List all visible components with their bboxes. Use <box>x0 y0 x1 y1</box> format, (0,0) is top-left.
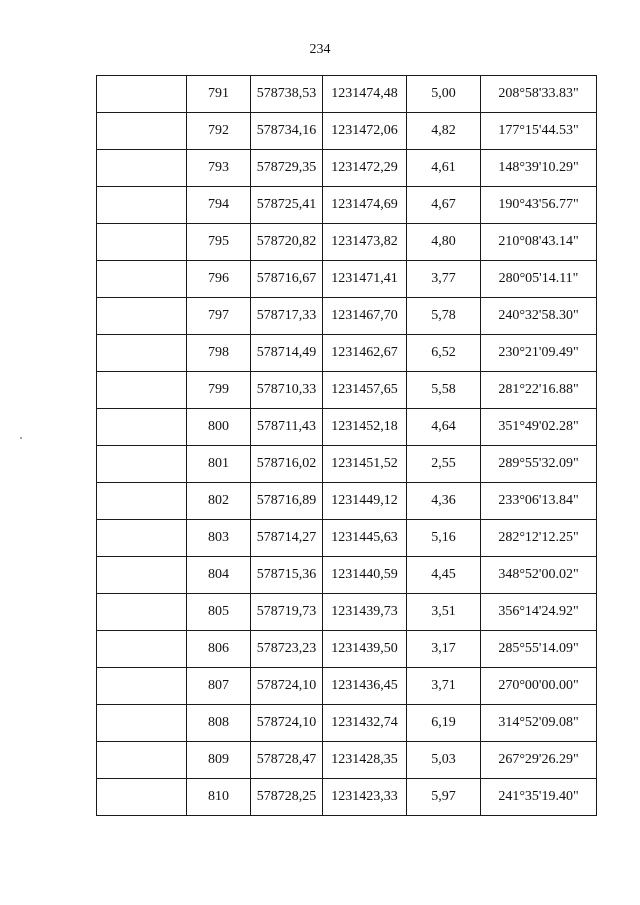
point-number-cell: 807 <box>187 668 251 705</box>
table-row <box>97 335 597 372</box>
blank-cell <box>97 557 187 594</box>
blank-cell <box>97 742 187 779</box>
y-coordinate-cell: 1231439,73 <box>323 594 407 631</box>
bearing-cell: 267°29'26.29" <box>481 742 597 779</box>
point-number-cell: 801 <box>187 446 251 483</box>
blank-cell <box>97 261 187 298</box>
y-coordinate-cell: 1231473,82 <box>323 224 407 261</box>
distance-cell: 3,17 <box>407 631 481 668</box>
x-coordinate-cell: 578716,02 <box>251 446 323 483</box>
distance-cell: 5,03 <box>407 742 481 779</box>
bearing-cell: 240°32'58.30" <box>481 298 597 335</box>
distance-cell: 4,80 <box>407 224 481 261</box>
y-coordinate-cell: 1231471,41 <box>323 261 407 298</box>
blank-cell <box>97 705 187 742</box>
distance-cell: 4,36 <box>407 483 481 520</box>
blank-cell <box>97 631 187 668</box>
y-coordinate-cell: 1231457,65 <box>323 372 407 409</box>
table-row <box>97 779 597 816</box>
x-coordinate-cell: 578720,82 <box>251 224 323 261</box>
point-number-cell: 795 <box>187 224 251 261</box>
x-coordinate-cell: 578725,41 <box>251 187 323 224</box>
point-number-cell: 793 <box>187 150 251 187</box>
distance-cell: 5,00 <box>407 76 481 113</box>
bearing-cell: 208°58'33.83" <box>481 76 597 113</box>
x-coordinate-cell: 578717,33 <box>251 298 323 335</box>
bearing-cell: 289°55'32.09" <box>481 446 597 483</box>
distance-cell: 3,51 <box>407 594 481 631</box>
coordinates-table <box>96 75 597 816</box>
x-coordinate-cell: 578714,49 <box>251 335 323 372</box>
bearing-cell: 233°06'13.84" <box>481 483 597 520</box>
distance-cell: 3,71 <box>407 668 481 705</box>
y-coordinate-cell: 1231440,59 <box>323 557 407 594</box>
table-row <box>97 261 597 298</box>
point-number-cell: 798 <box>187 335 251 372</box>
blank-cell <box>97 113 187 150</box>
x-coordinate-cell: 578728,47 <box>251 742 323 779</box>
y-coordinate-cell: 1231474,48 <box>323 76 407 113</box>
blank-cell <box>97 483 187 520</box>
point-number-cell: 796 <box>187 261 251 298</box>
blank-cell <box>97 150 187 187</box>
distance-cell: 5,97 <box>407 779 481 816</box>
x-coordinate-cell: 578710,33 <box>251 372 323 409</box>
table-row <box>97 150 597 187</box>
distance-cell: 5,16 <box>407 520 481 557</box>
x-coordinate-cell: 578716,89 <box>251 483 323 520</box>
bearing-cell: 314°52'09.08" <box>481 705 597 742</box>
point-number-cell: 794 <box>187 187 251 224</box>
y-coordinate-cell: 1231439,50 <box>323 631 407 668</box>
point-number-cell: 792 <box>187 113 251 150</box>
blank-cell <box>97 779 187 816</box>
distance-cell: 4,64 <box>407 409 481 446</box>
table-row <box>97 409 597 446</box>
point-number-cell: 806 <box>187 631 251 668</box>
x-coordinate-cell: 578715,36 <box>251 557 323 594</box>
bearing-cell: 348°52'00.02" <box>481 557 597 594</box>
x-coordinate-cell: 578734,16 <box>251 113 323 150</box>
table-row <box>97 224 597 261</box>
table-row <box>97 631 597 668</box>
bearing-cell: 285°55'14.09" <box>481 631 597 668</box>
bearing-cell: 351°49'02.28" <box>481 409 597 446</box>
table-row <box>97 705 597 742</box>
point-number-cell: 799 <box>187 372 251 409</box>
x-coordinate-cell: 578716,67 <box>251 261 323 298</box>
distance-cell: 3,77 <box>407 261 481 298</box>
point-number-cell: 800 <box>187 409 251 446</box>
x-coordinate-cell: 578728,25 <box>251 779 323 816</box>
blank-cell <box>97 520 187 557</box>
distance-cell: 4,45 <box>407 557 481 594</box>
point-number-cell: 810 <box>187 779 251 816</box>
bearing-cell: 280°05'14.11" <box>481 261 597 298</box>
table-row <box>97 520 597 557</box>
distance-cell: 4,61 <box>407 150 481 187</box>
bearing-cell: 148°39'10.29" <box>481 150 597 187</box>
page-number: 234 <box>309 42 331 57</box>
x-coordinate-cell: 578719,73 <box>251 594 323 631</box>
blank-cell <box>97 668 187 705</box>
coordinates-table-body <box>97 76 597 816</box>
blank-cell <box>97 298 187 335</box>
distance-cell: 6,52 <box>407 335 481 372</box>
table-row <box>97 557 597 594</box>
bearing-cell: 356°14'24.92" <box>481 594 597 631</box>
point-number-cell: 802 <box>187 483 251 520</box>
blank-cell <box>97 76 187 113</box>
y-coordinate-cell: 1231452,18 <box>323 409 407 446</box>
x-coordinate-cell: 578714,27 <box>251 520 323 557</box>
distance-cell: 5,58 <box>407 372 481 409</box>
x-coordinate-cell: 578738,53 <box>251 76 323 113</box>
table-row <box>97 742 597 779</box>
bearing-cell: 241°35'19.40" <box>481 779 597 816</box>
scan-speck <box>20 437 22 439</box>
x-coordinate-cell: 578729,35 <box>251 150 323 187</box>
y-coordinate-cell: 1231451,52 <box>323 446 407 483</box>
point-number-cell: 791 <box>187 76 251 113</box>
blank-cell <box>97 335 187 372</box>
bearing-cell: 177°15'44.53" <box>481 113 597 150</box>
table-row <box>97 298 597 335</box>
bearing-cell: 270°00'00.00" <box>481 668 597 705</box>
point-number-cell: 808 <box>187 705 251 742</box>
bearing-cell: 281°22'16.88" <box>481 372 597 409</box>
point-number-cell: 805 <box>187 594 251 631</box>
x-coordinate-cell: 578724,10 <box>251 668 323 705</box>
y-coordinate-cell: 1231423,33 <box>323 779 407 816</box>
x-coordinate-cell: 578723,23 <box>251 631 323 668</box>
table-row <box>97 187 597 224</box>
blank-cell <box>97 594 187 631</box>
distance-cell: 2,55 <box>407 446 481 483</box>
point-number-cell: 797 <box>187 298 251 335</box>
point-number-cell: 809 <box>187 742 251 779</box>
distance-cell: 5,78 <box>407 298 481 335</box>
bearing-cell: 210°08'43.14" <box>481 224 597 261</box>
blank-cell <box>97 224 187 261</box>
y-coordinate-cell: 1231462,67 <box>323 335 407 372</box>
distance-cell: 4,82 <box>407 113 481 150</box>
y-coordinate-cell: 1231449,12 <box>323 483 407 520</box>
y-coordinate-cell: 1231472,06 <box>323 113 407 150</box>
y-coordinate-cell: 1231472,29 <box>323 150 407 187</box>
blank-cell <box>97 372 187 409</box>
table-row <box>97 372 597 409</box>
bearing-cell: 190°43'56.77" <box>481 187 597 224</box>
table-row <box>97 483 597 520</box>
x-coordinate-cell: 578724,10 <box>251 705 323 742</box>
distance-cell: 4,67 <box>407 187 481 224</box>
table-row <box>97 446 597 483</box>
y-coordinate-cell: 1231432,74 <box>323 705 407 742</box>
table-row <box>97 76 597 113</box>
point-number-cell: 803 <box>187 520 251 557</box>
blank-cell <box>97 446 187 483</box>
bearing-cell: 230°21'09.49" <box>481 335 597 372</box>
x-coordinate-cell: 578711,43 <box>251 409 323 446</box>
y-coordinate-cell: 1231428,35 <box>323 742 407 779</box>
blank-cell <box>97 187 187 224</box>
blank-cell <box>97 409 187 446</box>
table-row <box>97 668 597 705</box>
y-coordinate-cell: 1231467,70 <box>323 298 407 335</box>
table-row <box>97 113 597 150</box>
point-number-cell: 804 <box>187 557 251 594</box>
table-row <box>97 594 597 631</box>
y-coordinate-cell: 1231474,69 <box>323 187 407 224</box>
bearing-cell: 282°12'12.25" <box>481 520 597 557</box>
y-coordinate-cell: 1231445,63 <box>323 520 407 557</box>
y-coordinate-cell: 1231436,45 <box>323 668 407 705</box>
distance-cell: 6,19 <box>407 705 481 742</box>
